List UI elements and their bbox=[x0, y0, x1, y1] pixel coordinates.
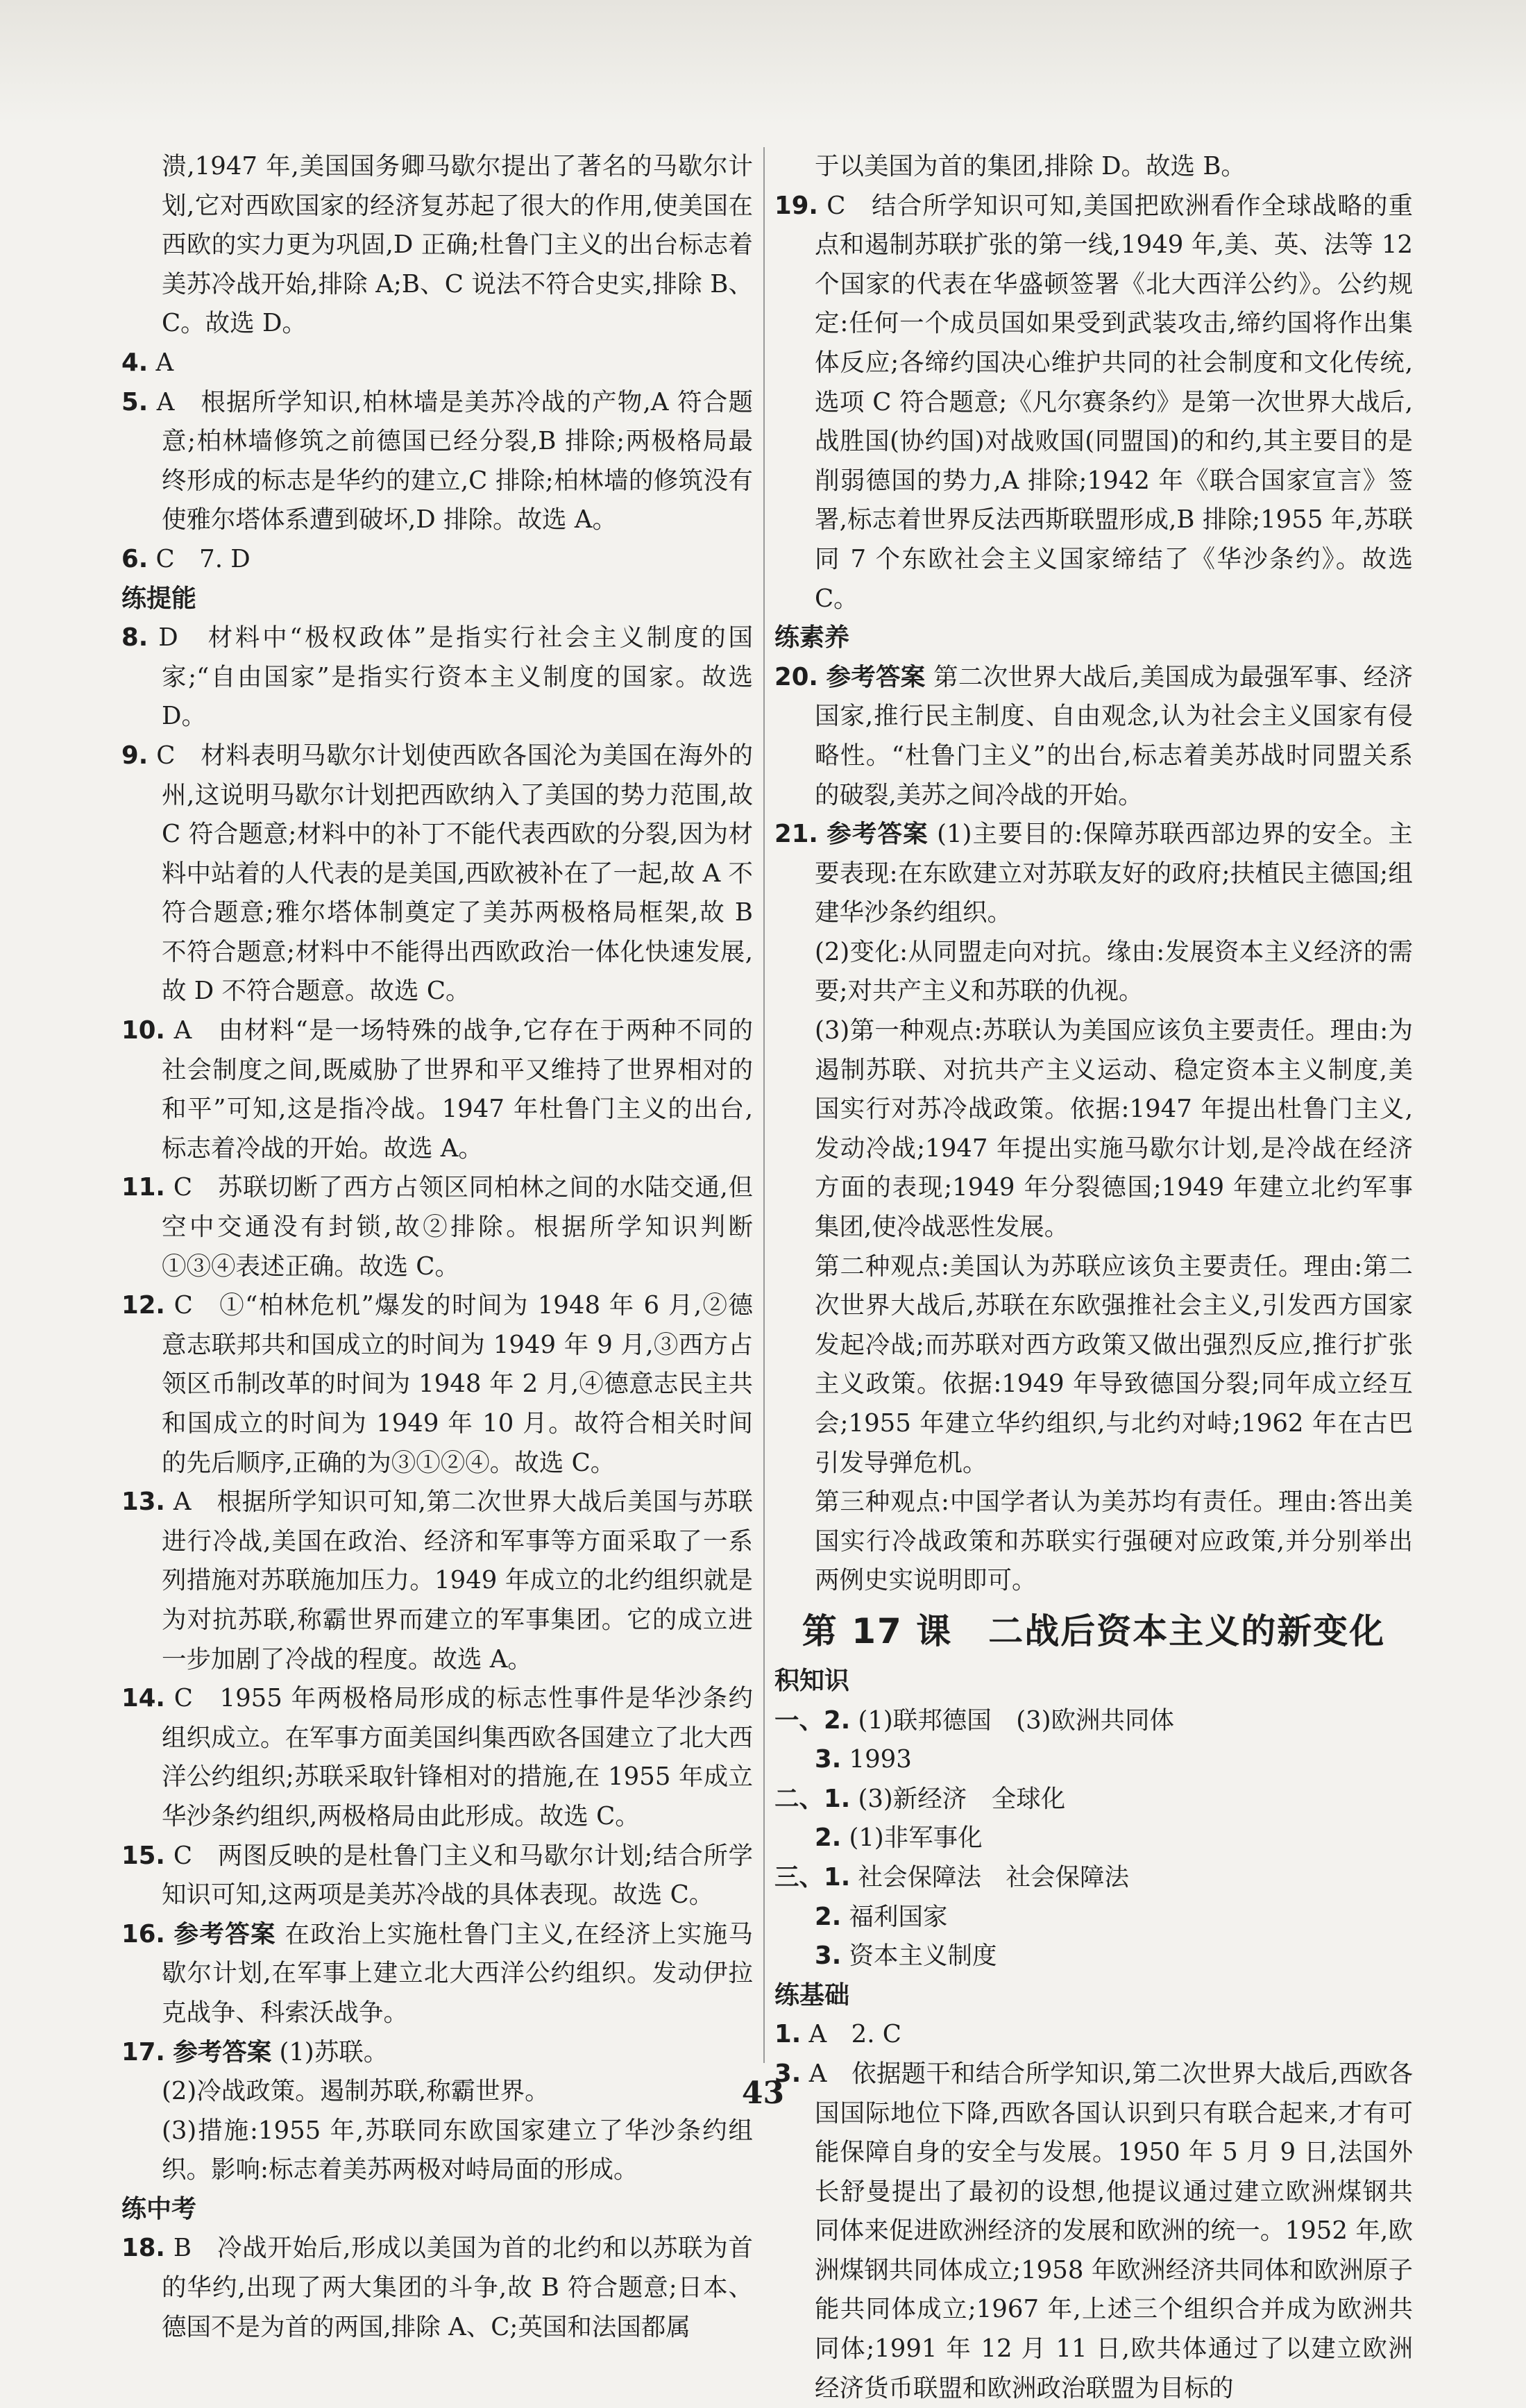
answer-paragraph bbox=[774, 1247, 1413, 1483]
question-number: 1. bbox=[774, 2020, 802, 2049]
section-heading: 练中考 bbox=[121, 2194, 197, 2223]
question-number: 5. bbox=[121, 387, 149, 416]
answer-paragraph bbox=[121, 147, 753, 344]
question-number: 三、1. bbox=[774, 1862, 851, 1892]
answer-text: C 1955 年两极格局形成的标志性事件是华沙条约组织成立。在军事方面美国纠集西欧各国建立了北大西洋公约组织;苏联采取针锋相对的措施,在 1955 年成立华沙条约组织,两极格局由此形成。故选 C。 bbox=[162, 1684, 754, 1830]
answer-paragraph bbox=[121, 540, 753, 580]
answer-paragraph bbox=[121, 1483, 753, 1679]
answer-text: C ①“柏林危机”爆发的时间为 1948 年 6 月,②德意志联邦共和国成立的时间为 1949 年 9 月,③西方占领区币制改革的时间为 1948 年 2 月,④德意志民主共和国成立的时间为 1949 年 10 月。故符合相关时间的先后顺序,正确的为③①②④。故选 C。 bbox=[162, 1291, 753, 1477]
question-number: 13. bbox=[121, 1488, 165, 1517]
answer-paragraph bbox=[121, 1168, 753, 1286]
question-number: 一、2. bbox=[774, 1706, 851, 1735]
answer-paragraph bbox=[121, 1011, 753, 1168]
question-number: 14. bbox=[121, 1684, 165, 1713]
answer-paragraph bbox=[121, 1679, 753, 1836]
answer-paragraph bbox=[774, 1780, 1413, 1819]
answer-text: A 根据所学知识可知,第二次世界大战后美国与苏联进行冷战,美国在政治、经济和军事等方面采取了一系列措施对苏联施加压力。1949 年成立的北约组织就是为对抗苏联,称霸世界而建立的军事集团。它的成立进一步加剧了冷战的程度。故选 A。 bbox=[162, 1488, 753, 1674]
answer-paragraph bbox=[121, 2229, 753, 2347]
left-column bbox=[121, 147, 753, 2347]
answer-text: 第二次世界大战后,美国成为最强军事、经济国家,推行民主制度、自由观念,认为社会主义国家有侵略性。“杜鲁门主义”的出台,标志着美苏战时同盟关系的破裂,美苏之间冷战的开始。 bbox=[815, 662, 1413, 809]
answer-paragraph bbox=[774, 147, 1413, 187]
answer-paragraph bbox=[774, 1740, 1413, 1780]
answer-text: 社会保障法 社会保障法 bbox=[858, 1862, 1129, 1892]
question-number: 二、1. bbox=[774, 1784, 851, 1813]
page-top-shadow bbox=[0, 0, 1526, 125]
answer-paragraph bbox=[774, 1011, 1413, 1247]
answer-paragraph bbox=[121, 2112, 753, 2190]
answer-text: (3)新经济 全球化 bbox=[858, 1784, 1066, 1813]
question-number: 3. bbox=[774, 2059, 802, 2088]
answer-text: (3)措施:1955 年,苏联同东欧国家建立了华沙条约组织。影响:标志着美苏两极对峙局面的形成。 bbox=[162, 2116, 753, 2184]
page-number: 43 bbox=[741, 2076, 785, 2111]
answer-text: A bbox=[155, 348, 174, 377]
answer-paragraph bbox=[121, 736, 753, 1011]
answer-paragraph bbox=[774, 658, 1413, 815]
question-number: 12. bbox=[121, 1291, 165, 1320]
answer-paragraph bbox=[774, 187, 1413, 619]
answer-text: A 由材料“是一场特殊的战争,它存在于两种不同的社会制度之间,既威胁了世界和平又维持了世界相对的和平”可知,这是指冷战。1947 年杜鲁门主义的出台,标志着冷战的开始。故选 A。 bbox=[162, 1016, 753, 1163]
answer-paragraph bbox=[121, 618, 753, 736]
right-column bbox=[774, 147, 1413, 2408]
question-number: 20. bbox=[774, 662, 818, 691]
section-heading: 积知识 bbox=[774, 1666, 850, 1695]
answer-paragraph bbox=[774, 1937, 1413, 1976]
question-number: 15. bbox=[121, 1841, 165, 1870]
answer-text: B 冷战开始后,形成以美国为首的北约和以苏联为首的华约,出现了两大集团的斗争,故 B 符合题意;日本、德国不是为首的两国,排除 A、C;英国和法国都属 bbox=[162, 2234, 753, 2341]
answer-paragraph bbox=[774, 1819, 1413, 1858]
answer-text: (3)第一种观点:苏联认为美国应该负主要责任。理由:为遏制苏联、对抗共产主义运动、稳定资本主义制度,美国实行对苏冷战政策。依据:1947 年提出杜鲁门主义,发动冷战;1947 年提出实施马歇尔计划,是冷战在经济方面的表现;1949 年分裂德国;1949 年建立北约军事集团,使冷战恶性发展。 bbox=[815, 1016, 1413, 1242]
answer-paragraph bbox=[774, 1701, 1413, 1741]
reference-answer-label: 参考答案 bbox=[173, 2037, 272, 2066]
answer-paragraph bbox=[121, 1915, 753, 2033]
question-number: 4. bbox=[121, 348, 149, 377]
column-divider bbox=[763, 147, 765, 2063]
lesson-title: 第 17 课 二战后资本主义的新变化 bbox=[802, 1610, 1386, 1651]
answer-text: 在政治上实施杜鲁门主义,在经济上实施马歇尔计划,在军事上建立北大西洋公约组织。发动伊拉克战争、科索沃战争。 bbox=[162, 1919, 753, 2027]
question-number: 11. bbox=[121, 1173, 165, 1202]
question-number: 16. bbox=[121, 1919, 165, 1948]
question-number: 19. bbox=[774, 191, 818, 220]
answer-text: C 苏联切断了西方占领区同柏林之间的水陆交通,但空中交通没有封锁,故②排除。根据所学知识判断①③④表述正确。故选 C。 bbox=[162, 1173, 753, 1281]
answer-paragraph bbox=[774, 2015, 1413, 2055]
answer-text: 溃,1947 年,美国国务卿马歇尔提出了著名的马歇尔计划,它对西欧国家的经济复苏起了很大的作用,使美国在西欧的实力更为巩固,D 正确;杜鲁门主义的出台标志着美苏冷战开始,排除 A;B、C 说法不符合史实,排除 B、C。故选 D。 bbox=[162, 152, 753, 338]
answer-paragraph bbox=[774, 1858, 1413, 1898]
answer-text: 福利国家 bbox=[849, 1902, 948, 1931]
answer-text: 第三种观点:中国学者认为美苏均有责任。理由:答出美国实行冷战政策和苏联实行强硬对应政策,并分别举出两例史实说明即可。 bbox=[815, 1488, 1413, 1595]
question-number: 3. bbox=[815, 1745, 842, 1774]
answer-text: A 根据所学知识,柏林墙是美苏冷战的产物,A 符合题意;柏林墙修筑之前德国已经分裂,B 排除;两极格局最终形成的标志是华约的建立,C 排除;柏林墙的修筑没有使雅尔塔体系遭到破坏,D 排除。故选 A。 bbox=[156, 387, 753, 534]
answer-text: (1)苏联。 bbox=[279, 2037, 389, 2066]
question-number: 9. bbox=[121, 741, 149, 770]
answer-text: (1)联邦德国 (3)欧洲共同体 bbox=[858, 1706, 1175, 1735]
question-number: 10. bbox=[121, 1016, 165, 1045]
question-number: 2. bbox=[815, 1902, 842, 1931]
answer-text: (1)非军事化 bbox=[849, 1824, 983, 1853]
section-heading: 练提能 bbox=[121, 584, 197, 613]
answer-text: D 材料中“极权政体”是指实行社会主义制度的国家;“自由国家”是指实行资本主义制度的国家。故选 D。 bbox=[158, 623, 753, 731]
question-number: 8. bbox=[121, 623, 149, 652]
reference-answer-label: 参考答案 bbox=[173, 1919, 276, 1948]
reference-answer-label: 参考答案 bbox=[826, 662, 926, 691]
answer-text: 于以美国为首的集团,排除 D。故选 B。 bbox=[815, 152, 1246, 180]
answer-text: 资本主义制度 bbox=[849, 1942, 997, 1971]
answer-text: A 2. C bbox=[808, 2020, 901, 2049]
answer-text: 第二种观点:美国认为苏联应该负主要责任。理由:第二次世界大战后,苏联在东欧强推社会主义,引发西方国家发起冷战;而苏联对西方政策又做出强烈反应,推行扩张主义政策。依据:1949 年导致德国分裂;同年成立经互会;1955 年建立华约组织,与北约对峙;1962 年在古巴引发导弹危机。 bbox=[815, 1252, 1413, 1477]
question-number: 17. bbox=[121, 2037, 165, 2066]
answer-text: 1993 bbox=[849, 1745, 912, 1774]
question-number: 2. bbox=[815, 1824, 842, 1853]
answer-text: A 依据题干和结合所学知识,第二次世界大战后,西欧各国国际地位下降,西欧各国认识到只有联合起来,才有可能保障自身的安全与发展。1950 年 5 月 9 日,法国外长舒曼提出了最初的设想,他提议通过建立欧洲煤钢共同体来促进欧洲经济的发展和欧洲的统一。1952 年,欧洲煤钢共同体成立;1958 年欧洲经济共同体和欧洲原子能共同体成立;1967 年,上述三个组织合并成为欧洲共同体;1991 年 12 月 11 日,欧共体通过了以建立欧洲经济货币联盟和欧洲政治联盟为目标的 bbox=[808, 2059, 1413, 2402]
answer-text: C 7. D bbox=[155, 544, 251, 573]
answer-paragraph bbox=[774, 815, 1413, 933]
answer-paragraph bbox=[774, 1483, 1413, 1601]
question-number: 6. bbox=[121, 544, 149, 573]
question-number: 3. bbox=[815, 1942, 842, 1971]
answer-paragraph bbox=[121, 1837, 753, 1915]
answer-text: (1)主要目的:保障苏联西部边界的安全。主要表现:在东欧建立对苏联友好的政府;扶植民主德国;组建华沙条约组织。 bbox=[815, 820, 1413, 927]
answer-text: (2)冷战政策。遏制苏联,称霸世界。 bbox=[162, 2077, 550, 2106]
reference-answer-label: 参考答案 bbox=[826, 820, 929, 849]
answer-paragraph bbox=[774, 1898, 1413, 1937]
section-heading: 练基础 bbox=[774, 1980, 850, 2010]
answer-text: C 两图反映的是杜鲁门主义和马歇尔计划;结合所学知识可知,这两项是美苏冷战的具体表现。故选 C。 bbox=[162, 1841, 754, 1910]
answer-text: (2)变化:从同盟走向对抗。缘由:发展资本主义经济的需要;对共产主义和苏联的仇视。 bbox=[815, 937, 1413, 1006]
section-heading: 练素养 bbox=[774, 623, 850, 652]
question-number: 18. bbox=[121, 2234, 165, 2263]
answer-paragraph bbox=[774, 933, 1413, 1011]
answer-paragraph bbox=[121, 1286, 753, 1483]
answer-paragraph bbox=[121, 344, 753, 383]
answer-text: C 材料表明马歇尔计划使西欧各国沦为美国在海外的州,这说明马歇尔计划把西欧纳入了美国的势力范围,故 C 符合题意;材料中的补丁不能代表西欧的分裂,因为材料中站着的人代表的是美国,西欧被补在了一起,故 A 不符合题意;雅尔塔体制奠定了美苏两极格局框架,故 B 不符合题意;材料中不能得出西欧政治一体化快速发展,故 D 不符合题意。故选 C。 bbox=[156, 741, 753, 1006]
answer-paragraph bbox=[121, 2033, 753, 2073]
question-number: 21. bbox=[774, 820, 818, 849]
answer-paragraph bbox=[121, 383, 753, 540]
answer-text: C 结合所学知识可知,美国把欧洲看作全球战略的重点和遏制苏联扩张的第一线,1949 年,美、英、法等 12 个国家的代表在华盛顿签署《北大西洋公约》。公约规定:任何一个成员国如果受到武装攻击,缔约国将作出集体反应;各缔约国决心维护共同的社会制度和文化传统,选项 C 符合题意;《凡尔赛条约》是第一次世界大战后,战胜国(协约国)对战败国(同盟国)的和约,其主要目的是削弱德国的势力,A 排除;1942 年《联合国家宣言》签署,标志着世界反法西斯联盟形成,B 排除;1955 年,苏联同 7 个东欧社会主义国家缔结了《华沙条约》。故选 C。 bbox=[815, 191, 1413, 613]
